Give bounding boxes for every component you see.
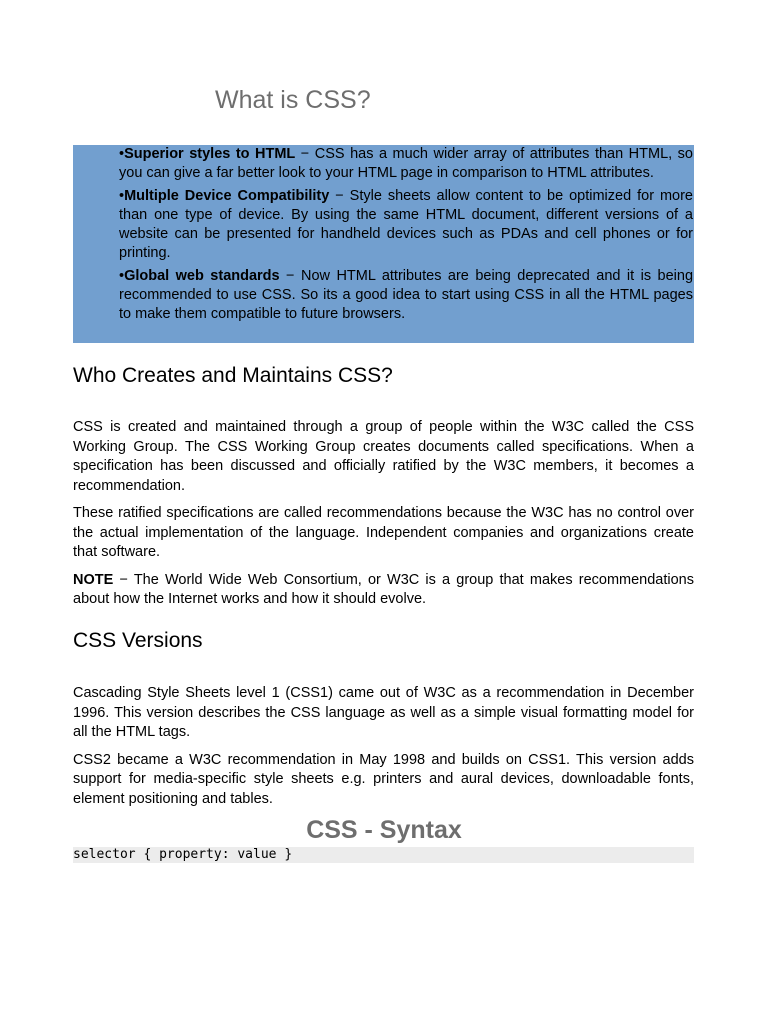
syntax-title: CSS - Syntax [306, 816, 462, 844]
benefits-list [119, 145, 693, 328]
list-item [119, 187, 693, 263]
note-text: − The World Wide Web Consortium, or W3C is a group that makes recommendations about how the Internet works and how it should evolve. [73, 571, 694, 607]
list-item [119, 267, 693, 324]
list-item [119, 145, 693, 183]
page-title: What is CSS? [215, 86, 371, 114]
bullet-bold: Global web standards [124, 268, 280, 284]
bullet-text: − Now HTML attributes are being deprecated and it is being recommended to use CSS. So its a good idea to start using CSS in all the HTML pages to make them compatible to future browsers. [119, 268, 694, 322]
bullet-bold: Multiple Device Compatibility [124, 188, 330, 204]
bullet-text: − CSS has a much wider array of attributes than HTML, so you can give a far better look to your HTML page in comparison to HTML attributes. [119, 146, 693, 181]
who-section [73, 418, 694, 618]
who-heading: Who Creates and Maintains CSS? [73, 364, 393, 387]
paragraph: These ratified specifications are called recommendations because the W3C has no control over the actual implementation of the language. Independent companies and organizations create that software. [73, 505, 694, 560]
bullet-marker: • [119, 146, 125, 162]
bullet-text: − Style sheets allow content to be optimized for more than one type of device. By using the same HTML document, different versions of a website can be presented for handheld devices such as PDAs and cell phones or for printing. [119, 188, 693, 261]
paragraph: CSS is created and maintained through a group of people within the W3C called the CSS Working Group. The CSS Working Group creates documents called specifications. When a specification has been discussed and officially ratified by the W3C members, it becomes a recommendation. [73, 419, 694, 494]
versions-heading: CSS Versions [73, 629, 203, 652]
paragraph: Cascading Style Sheets level 1 (CSS1) came out of W3C as a recommendation in December 1996. This version describes the CSS language as well as a simple visual formatting model for all the HTML tags. [73, 685, 694, 740]
paragraph: CSS2 became a W3C recommendation in May 1998 and builds on CSS1. This version adds support for media-specific style sheets e.g. printers and aural devices, downloadable fonts, element positioning and tables. [73, 751, 694, 807]
code-block: selector { property: value } [73, 847, 694, 863]
note-paragraph [73, 571, 694, 610]
bullet-marker: • [119, 188, 125, 204]
bullet-marker: • [119, 268, 125, 284]
versions-section [73, 684, 694, 817]
note-label: NOTE [73, 571, 114, 588]
bullet-bold: Superior styles to HTML [124, 146, 296, 162]
